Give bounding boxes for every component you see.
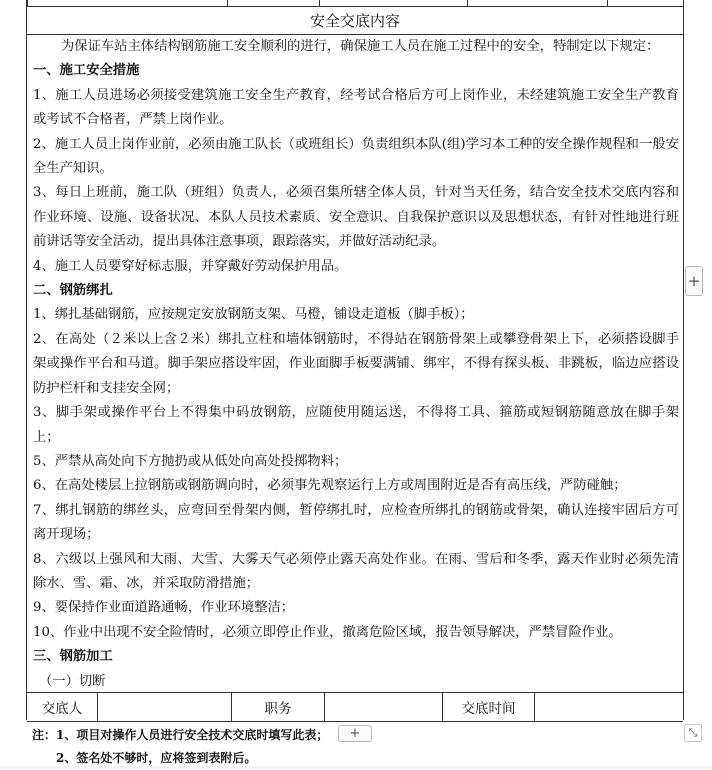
- list-item: 2、在高处（２米以上含２米）绑扎立柱和墙体钢筋时，不得站在钢筋骨架上或攀登骨架上下，必须搭设脚手架或操作平台和马道。脚手架应搭设牢固，作业面脚手板要满铺、绑牢，不得有探头板、非跳板，临边应搭设防护栏杆和支挂安全网；: [33, 331, 679, 396]
- list-item: 3、每日上班前，施工队（班组）负责人，必须召集所辖全体人员，针对当天任务，结合安全技术交底内容和作业环境、设施、设备状况、本队人员技术素质、安全意识、自我保护意识以及思想状态，有针对性地进行班前讲话等安全活动，提出具体注意事项，跟踪落实，并做好活动纪录。: [33, 185, 679, 250]
- note-line-1: 注：1、项目对操作人员进行安全技术交底时填写此表；: [32, 728, 329, 742]
- section-heading: 三、钢筋加工: [33, 649, 113, 665]
- list-item: 6、在高处楼层上拉钢筋或钢筋调向时，必须事先观察运行上方或周围附近是否有高压线，严防碰触；: [33, 478, 627, 494]
- presenter-field[interactable]: [98, 693, 232, 721]
- list-item: 10、作业中出现不安全险情时，必须立即停止作业，撤离危险区域，报告领导解决，严禁冒险作业。: [33, 624, 622, 640]
- list-item: 4、施工人员要穿好标志服，并穿戴好劳动保护用品。: [33, 258, 348, 274]
- section-heading: 一、施工安全措施: [33, 63, 140, 79]
- time-field[interactable]: [535, 693, 683, 721]
- section-heading: 二、钢筋绑扎: [33, 283, 113, 299]
- list-item: 1、绑扎基础钢筋，应按规定安放钢筋支架、马橙，铺设走道板（脚手板）；: [33, 307, 474, 323]
- resize-handle-icon[interactable]: ⤡: [684, 724, 702, 742]
- add-row-button[interactable]: +: [338, 725, 372, 742]
- list-item: 2、施工人员上岗作业前，必须由施工队长（或班组长）负责组织本队(组)学习本工种的安全操作规程和一般安全生产知识。: [33, 136, 679, 177]
- intro-paragraph: 为保证车站主体结构钢筋施工安全顺利的进行，确保施工人员在施工过程中的安全，特制定以下规定：: [61, 39, 660, 54]
- add-column-button[interactable]: +: [685, 266, 703, 296]
- time-label: 交底时间: [443, 693, 535, 721]
- position-label: 职务: [232, 693, 325, 721]
- safety-briefing-table: [26, 0, 684, 720]
- note-line-2: 2、签名处不够时，应将签到表附后。: [56, 751, 257, 765]
- signature-row: [27, 692, 683, 722]
- table-title: 安全交底内容: [27, 6, 683, 35]
- list-item: 3、脚手架或操作平台上不得集中码放钢筋，应随使用随运送，不得将工具、箍筋或短钢筋随意放在脚手架上；: [33, 405, 679, 445]
- subsection-heading: （一）切断: [39, 673, 106, 689]
- list-item: 9、要保持作业面道路通畅，作业环境整洁；: [33, 600, 295, 616]
- briefing-content[interactable]: [27, 35, 683, 694]
- list-item: 8、六级以上强风和大雨、大雪、大雾天气必须停止露天高处作业。在雨、雪后和冬季，露天作业时必须先清除水、雪、霜、冰，并采取防滑措施；: [33, 551, 679, 591]
- list-item: 1、施工人员进场必须接受建筑施工安全生产教育，经考试合格后方可上岗作业，未经建筑施工安全生产教育或考试不合格者，严禁上岗作业。: [33, 87, 679, 128]
- list-item: 7、绑扎钢筋的绑丝头，应弯回至骨架内侧，暂停绑扎时，应检查所绑扎的钢筋或骨架，确认连接牢固后方可离开现场；: [33, 502, 679, 543]
- list-item: 5、严禁从高处向下方抛扔或从低处向高处投掷物料；: [33, 453, 348, 469]
- presenter-label: 交底人: [27, 693, 98, 721]
- footnotes: [32, 724, 328, 770]
- position-field[interactable]: [325, 693, 443, 721]
